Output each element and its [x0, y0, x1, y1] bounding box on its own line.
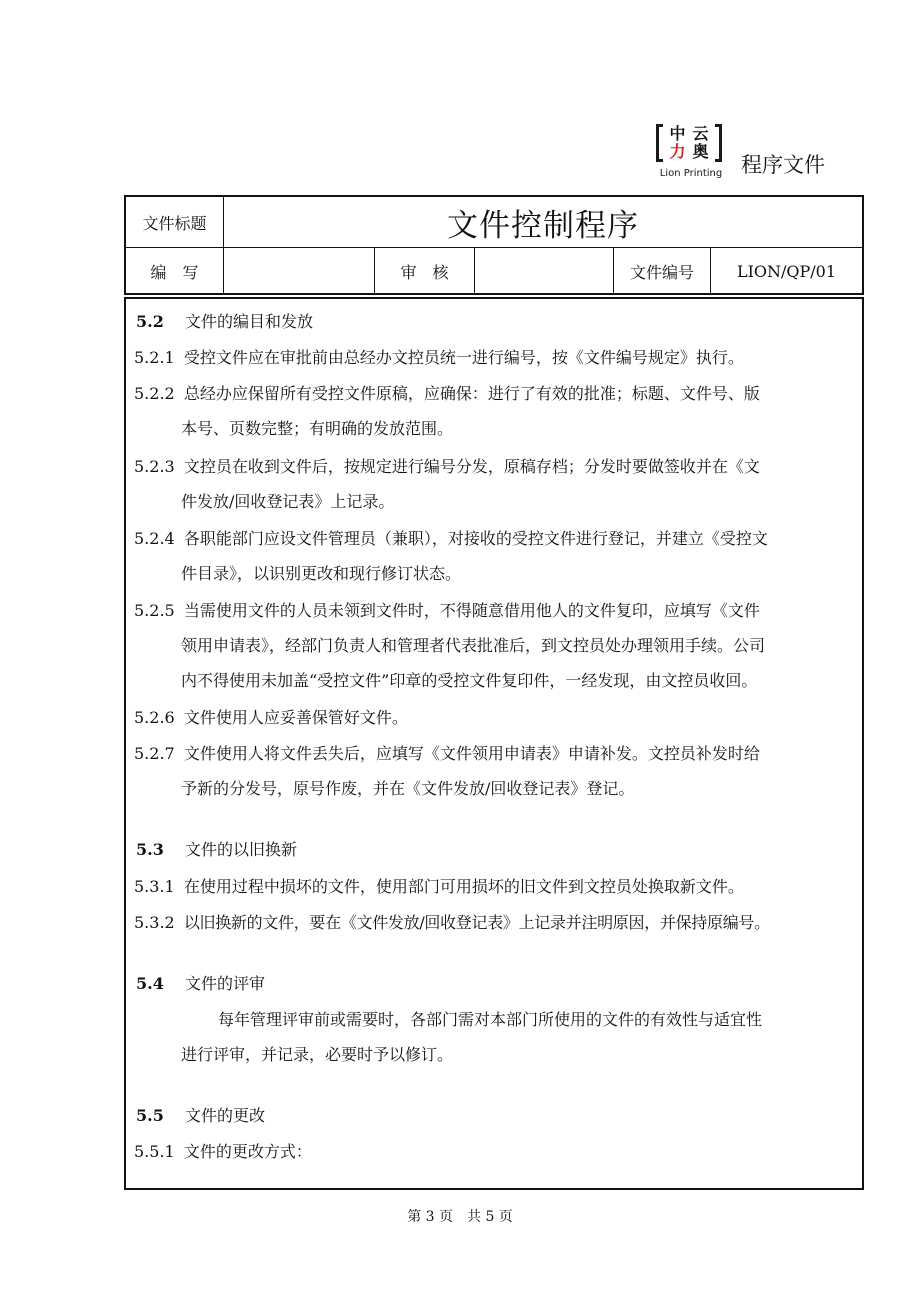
logo-char-4: 奥 — [692, 142, 709, 161]
section-heading-5-2 — [136, 309, 313, 332]
clause-number: 5.3.1 — [134, 877, 175, 896]
logo-characters — [666, 125, 712, 161]
paragraph-text: 每年管理评审前或需要时，各部门需对本部门所使用的文件的有效性与适宜性 — [218, 1010, 763, 1029]
clause-text: 以旧换新的文件，要在《文件发放/回收登记表》上记录并注明原因，并保持原编号。 — [183, 913, 770, 932]
clause-number: 5.2.4 — [134, 529, 175, 548]
document-title: 文件控制程序 — [447, 207, 639, 244]
clause-text-continued: 予新的分发号，原号作废，并在《文件发放/回收登记表》登记。 — [181, 779, 635, 798]
section-title: 文件的评审 — [184, 974, 265, 993]
content-box — [124, 297, 864, 1190]
author-value — [224, 248, 374, 295]
clause-text-continued: 内不得使用未加盖“受控文件”印章的受控文件复印件，一经发现，由文控员收回。 — [181, 671, 758, 690]
section-title: 文件的编目和发放 — [184, 312, 313, 331]
section-heading-5-5 — [136, 1103, 265, 1126]
document-type: 程序文件 — [741, 153, 825, 177]
page-number-footer: 第 3 页 共 5 页 — [407, 1209, 513, 1225]
author-label: 编 写 — [150, 263, 199, 282]
title-label: 文件标题 — [142, 213, 207, 233]
clause-5-3-2 — [134, 910, 770, 933]
clause-5-5-1 — [134, 1139, 312, 1162]
logo-bracket-left — [656, 124, 663, 162]
section-title: 文件的以旧换新 — [184, 840, 297, 859]
section-number: 5.2 — [136, 312, 164, 331]
clause-number: 5.2.3 — [134, 457, 175, 476]
clause-5-2-2 — [134, 381, 760, 404]
section-title: 文件的更改 — [184, 1106, 265, 1125]
clause-text: 受控文件应在审批前由总经办文控员统一进行编号，按《文件编号规定》执行。 — [183, 348, 744, 367]
clause-5-2-5 — [134, 598, 760, 621]
clause-text: 文控员在收到文件后，按规定进行编号分发，原稿存档；分发时要做签收并在《文 — [183, 457, 760, 476]
clause-text: 总经办应保留所有受控文件原稿，应确保：进行了有效的批准；标题、文件号、版 — [183, 384, 760, 403]
clause-number: 5.2.6 — [134, 708, 175, 727]
clause-text-continued: 件目录》，以识别更改和现行修订状态。 — [181, 564, 462, 583]
clause-text-continued: 本号、页数完整；有明确的发放范围。 — [181, 419, 454, 438]
clause-5-2-3 — [134, 454, 760, 477]
clause-5-3-1 — [134, 874, 744, 897]
section-heading-5-3 — [136, 837, 297, 860]
section-number: 5.4 — [136, 974, 164, 993]
section-heading-5-4 — [136, 971, 265, 994]
review-value — [475, 248, 613, 295]
clause-number: 5.2.5 — [134, 601, 175, 620]
paragraph-text-continued: 进行评审，并记录，必要时予以修订。 — [181, 1045, 454, 1064]
review-label: 审 核 — [400, 263, 449, 282]
logo-char-3: 力 — [669, 142, 686, 161]
clause-text: 各职能部门应设文件管理员（兼职），对接收的受控文件进行登记，并建立《受控文 — [183, 529, 768, 548]
clause-5-2-6 — [134, 705, 408, 728]
clause-text: 在使用过程中损坏的文件，使用部门可用损坏的旧文件到文控员处换取新文件。 — [183, 877, 744, 896]
clause-5-2-7 — [134, 741, 760, 764]
clause-text-continued: 领用申请表》，经部门负责人和管理者代表批准后，到文控员处办理领用手续。公司 — [181, 636, 766, 655]
clause-number: 5.2.1 — [134, 348, 175, 367]
section-number: 5.5 — [136, 1106, 164, 1125]
clause-text: 文件使用人将文件丢失后，应填写《文件领用申请表》申请补发。文控员补发时给 — [183, 744, 760, 763]
logo-bracket-right — [715, 124, 722, 162]
section-number: 5.3 — [136, 840, 164, 859]
clause-5-2-1 — [134, 345, 744, 368]
clause-5-2-4 — [134, 526, 768, 549]
clause-number: 5.2.2 — [134, 384, 175, 403]
logo-mark — [656, 124, 722, 164]
clause-number: 5.2.7 — [134, 744, 175, 763]
logo-char-2: 云 — [692, 124, 709, 143]
logo-text: Lion Printing — [659, 168, 723, 179]
company-logo — [652, 124, 730, 184]
clause-text-continued: 件发放/回收登记表》上记录。 — [181, 492, 395, 511]
clause-number: 5.3.2 — [134, 913, 175, 932]
clause-text: 当需使用文件的人员未领到文件时，不得随意借用他人的文件复印，应填写《文件 — [183, 601, 760, 620]
clause-text: 文件的更改方式： — [183, 1142, 312, 1161]
clause-text: 文件使用人应妥善保管好文件。 — [183, 708, 408, 727]
header-table — [124, 195, 864, 295]
clause-number: 5.5.1 — [134, 1142, 175, 1161]
doc-number-value: LION/QP/01 — [736, 262, 837, 281]
doc-number-label: 文件编号 — [629, 263, 694, 282]
logo-char-1: 中 — [669, 124, 686, 143]
